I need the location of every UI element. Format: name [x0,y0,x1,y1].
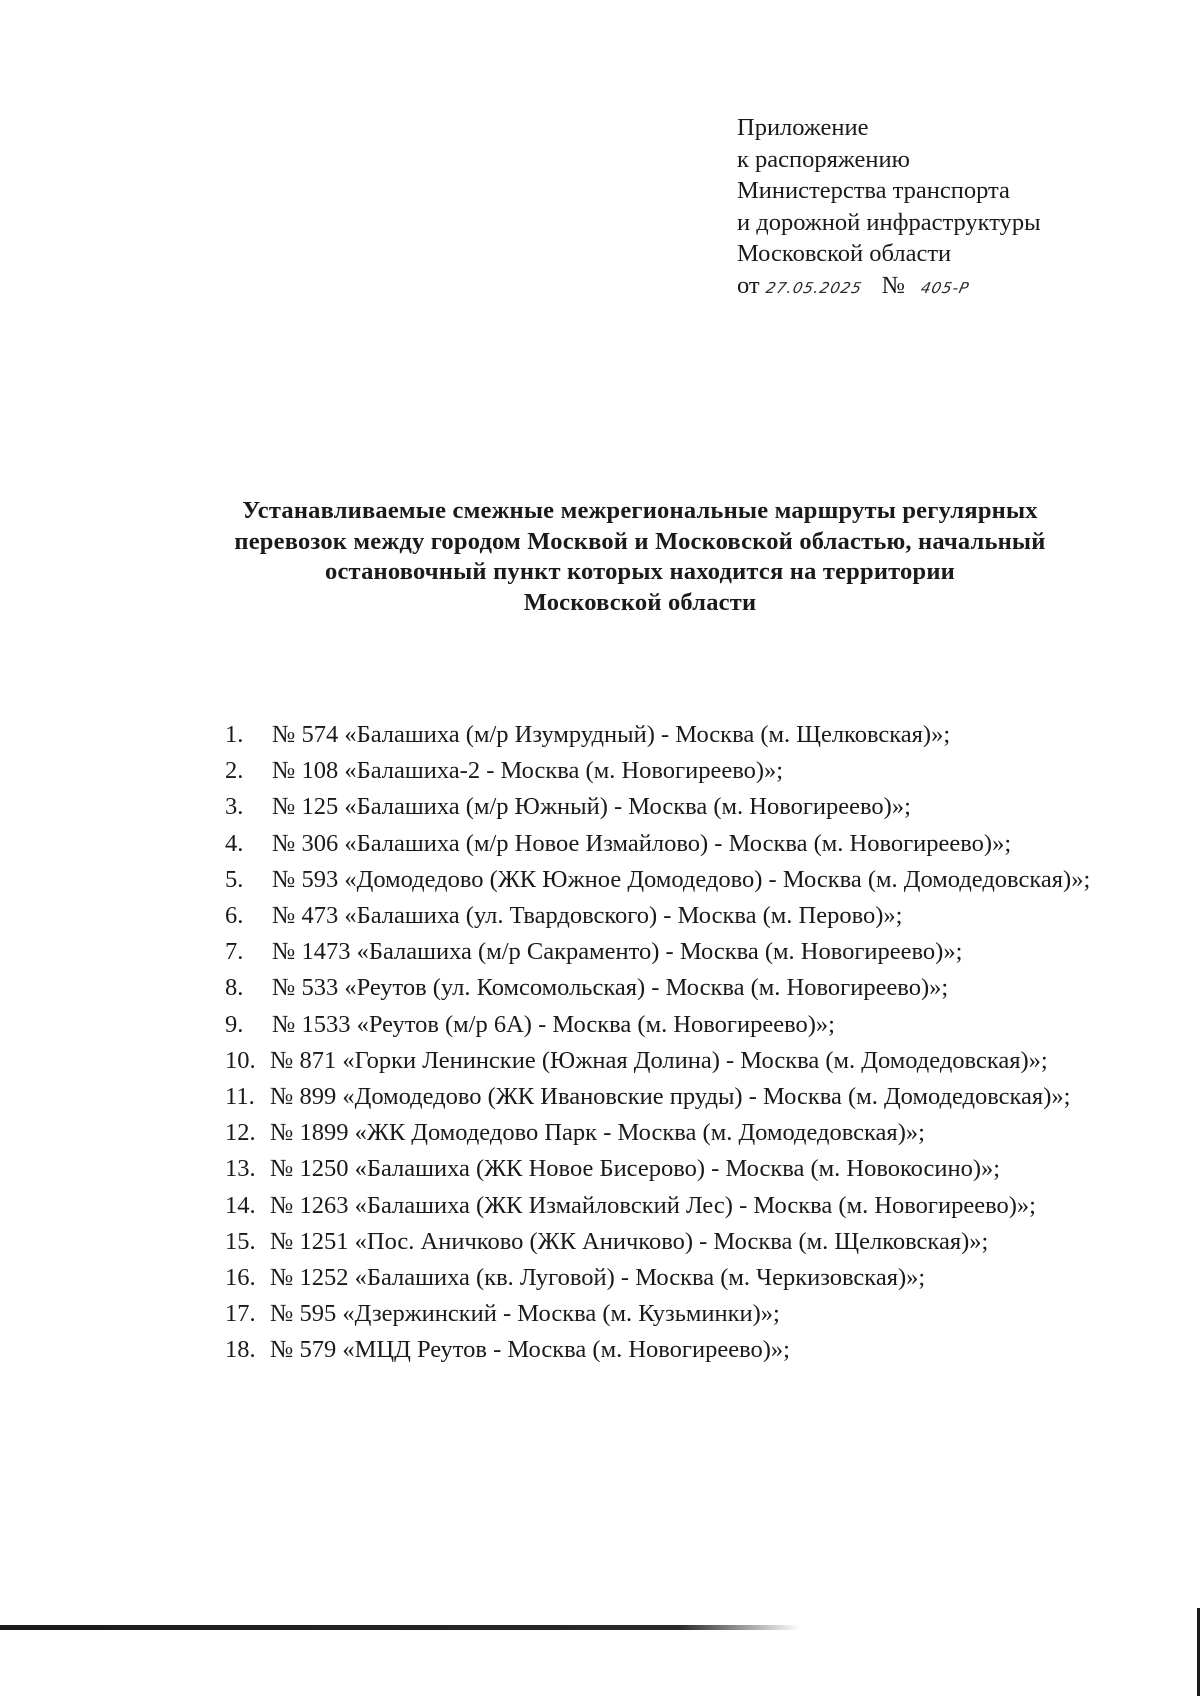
route-number: 15. [225,1227,256,1255]
route-item [158,1007,1135,1043]
route-text: № 306 «Балашиха (м/р Новое Измайлово) - Москва (м. Новогиреево)»; [272,829,1012,857]
route-item [158,753,1135,789]
appendix-line: к распоряжению [737,145,910,173]
route-item [158,898,1135,934]
route-text: № 595 «Дзержинский - Москва (м. Кузьминки)»; [270,1300,780,1328]
title-line: остановочный пункт которых находится на территории [325,558,955,585]
route-number: 4. [225,829,244,857]
route-text: № 1899 «ЖК Домодедово Парк - Москва (м. Домодедовская)»; [270,1119,925,1147]
route-text: № 574 «Балашиха (м/р Изумрудный) - Москва (м. Щелковская)»; [272,721,951,748]
route-item [158,1332,1135,1368]
route-number: 12. [225,1119,256,1147]
route-item [158,1043,1135,1079]
route-number: 9. [225,1010,244,1038]
handwritten-number: 405-Р [919,278,972,297]
route-item [158,826,1135,862]
route-text: № 1473 «Балашиха (м/р Сакраменто) - Москва (м. Новогиреево)»; [272,938,963,966]
route-number: 2. [225,757,244,785]
route-text: № 1250 «Балашиха (ЖК Новое Бисерово) - Москва (м. Новокосино)»; [270,1155,1001,1183]
route-number: 5. [225,865,244,893]
route-text: № 108 «Балашиха-2 - Москва (м. Новогиреево)»; [272,757,784,785]
route-item [158,1079,1135,1115]
route-item [158,862,1135,898]
route-number: 7. [225,938,244,966]
route-number: 1. [225,721,244,748]
appendix-line: Министерства транспорта [737,177,1010,204]
appendix-line: Московской области [737,240,952,267]
appendix-heading: Приложение [737,114,869,141]
route-number: 14. [225,1191,256,1219]
route-text: № 1252 «Балашиха (кв. Луговой) - Москва (м. Черкизовская)»; [270,1264,926,1292]
route-text: № 1533 «Реутов (м/р 6А) - Москва (м. Новогиреево)»; [272,1010,835,1038]
appendix-line: и дорожной инфраструктуры [737,208,1041,236]
number-sign: № [881,271,906,299]
route-number: 18. [225,1336,256,1364]
route-item [158,789,1135,825]
route-item [158,1224,1135,1260]
route-text: № 533 «Реутов (ул. Комсомольская) - Москва (м. Новогиреево)»; [272,974,949,1002]
route-text: № 593 «Домодедово (ЖК Южное Домодедово) - Москва (м. Домодедовская)»; [272,865,1091,893]
route-item [158,1260,1135,1296]
route-item [158,970,1135,1006]
route-number: 10. [225,1046,256,1074]
route-number: 8. [225,974,244,1002]
appendix-block [737,112,1157,304]
route-text: № 871 «Горки Ленинские (Южная Долина) - Москва (м. Домодедовская)»; [270,1046,1048,1074]
routes-list [158,717,1135,1369]
appendix-date-line [737,270,1157,305]
route-text: № 1251 «Пос. Аничково (ЖК Аничково) - Москва (м. Щелковская)»; [270,1227,989,1255]
route-item [158,1296,1135,1332]
title-line: перевозок между городом Москвой и Московской областью, начальный [234,527,1046,555]
route-number: 13. [225,1155,256,1183]
route-item [158,1115,1135,1151]
title-line: Устанавливаемые смежные межрегиональные маршруты регулярных [242,497,1038,524]
route-number: 6. [225,902,244,930]
handwritten-date: 27.05.2025 [764,278,864,297]
route-number: 16. [225,1264,256,1292]
route-text: № 1263 «Балашиха (ЖК Измайловский Лес) - Москва (м. Новогиреево)»; [270,1191,1036,1219]
route-item [158,934,1135,970]
scan-artifact-line [0,1625,800,1630]
title-line: Московской области [523,588,757,616]
route-item [158,1151,1135,1187]
route-text: № 473 «Балашиха (ул. Твардовского) - Москва (м. Перово)»; [272,902,903,930]
route-item [158,1188,1135,1224]
route-item [158,717,1135,753]
document-title [150,496,1130,618]
date-prefix: от [737,271,760,299]
route-number: 17. [225,1300,256,1328]
route-number: 11. [225,1083,255,1111]
route-text: № 579 «МЦД Реутов - Москва (м. Новогиреево)»; [270,1336,790,1364]
route-number: 3. [225,793,244,821]
route-text: № 125 «Балашиха (м/р Южный) - Москва (м. Новогиреево)»; [272,793,911,821]
route-text: № 899 «Домодедово (ЖК Ивановские пруды) - Москва (м. Домодедовская)»; [270,1083,1071,1111]
